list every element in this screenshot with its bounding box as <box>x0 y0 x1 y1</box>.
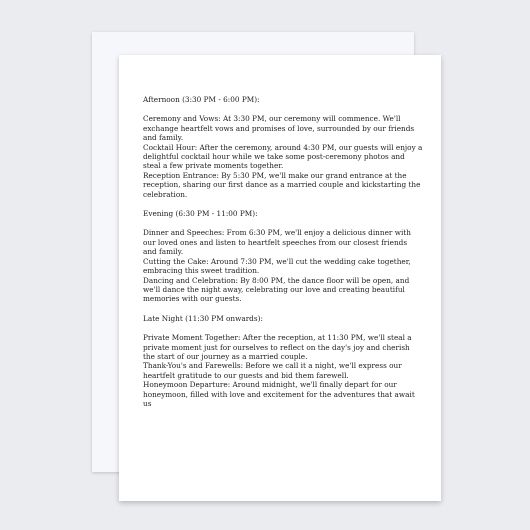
late-night-heading: Late Night (11:30 PM onwards): <box>143 313 263 323</box>
private-moment-item: Private Moment Together: After the reception, at 11:30 PM, we'll steal a private moment just for ourselves to reflect on the day's joy and cherish the start of our journey as a married couple. <box>143 333 412 361</box>
ceremony-vows-item: Ceremony and Vows: At 3:30 PM, our ceremony will commence. We'll exchange heartfelt vows and promises of love, surrounded by our friends and family. <box>143 114 415 143</box>
spacer <box>143 199 423 209</box>
spacer <box>143 304 423 314</box>
spacer <box>143 104 423 114</box>
honeymoon-departure-item: Honeymoon Departure: Around midnight, we'll finally depart for our honeymoon, filled with love and excitement for the adventures that await us <box>143 380 415 408</box>
afternoon-heading: Afternoon (3:30 PM - 6:00 PM): <box>143 95 260 104</box>
itinerary-card <box>119 55 441 501</box>
dancing-celebration-item: Dancing and Celebration: By 8:00 PM, the dance floor will be open, and we'll dance the night away, celebrating our love and creating beautiful memories with our guests. <box>143 275 410 304</box>
spacer <box>143 323 423 333</box>
dinner-speeches-item: Dinner and Speeches: From 6:30 PM, we'll enjoy a delicious dinner with our loved ones and listen to heartfelt speeches from our closest friends and family. <box>143 228 411 257</box>
cocktail-hour-item: Cocktail Hour: After the ceremony, around 4:30 PM, our guests will enjoy a delightful cocktail hour while we take some post-ceremony photos and steal a few private moments together. <box>143 142 423 171</box>
thank-you-farewells-item: Thank-You's and Farewells: Before we call it a night, we'll express our heartfelt gratitude to our guests and bid them farewell. <box>143 361 402 380</box>
reception-entrance-item: Reception Entrance: By 5:30 PM, we'll make our grand entrance at the reception, sharing our first dance as a married couple and kickstarting the celebration. <box>143 170 421 199</box>
itinerary-text <box>143 95 423 408</box>
spacer <box>143 218 423 228</box>
cutting-cake-item: Cutting the Cake: Around 7:30 PM, we'll cut the wedding cake together, embracing this sweet tradition. <box>143 256 411 276</box>
evening-heading: Evening (6:30 PM - 11:00 PM): <box>143 209 258 219</box>
